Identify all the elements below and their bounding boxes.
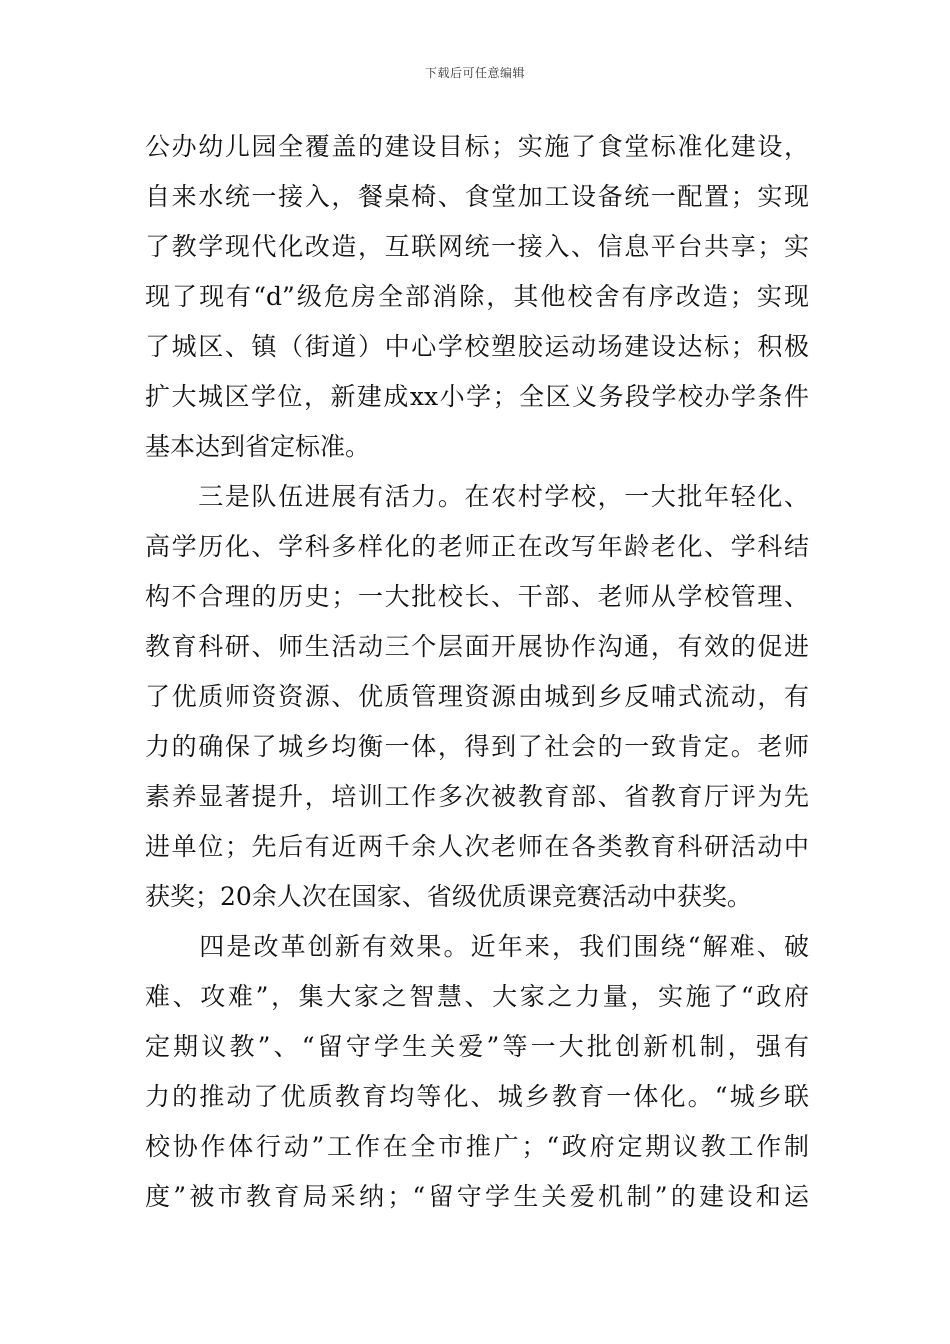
text-line: 基本达到省定标准。 xyxy=(145,432,371,461)
text-line: 现了现有“d”级危房全部消除，其他校舍有序改造；实现 xyxy=(145,282,809,311)
text-line: 自来水统一接入，餐桌椅、食堂加工设备统一配置；实现 xyxy=(145,182,809,211)
text-line: 定期议教”、“留守学生关爱”等一大批创新机制，强有 xyxy=(145,1032,809,1061)
text-line: 校协作体行动”工作在全市推广；“政府定期议教工作制 xyxy=(145,1132,809,1161)
page-header: 下载后可任意编辑 xyxy=(424,66,525,80)
text-line: 度”被市教育局采纳；“留守学生关爱机制”的建设和运 xyxy=(145,1182,809,1211)
text-line: 教育科研、师生活动三个层面开展协作沟通，有效的促进 xyxy=(145,632,809,661)
text-line: 高学历化、学科多样化的老师正在改写年龄老化、学科结 xyxy=(145,532,809,561)
text-line: 公办幼儿园全覆盖的建设目标；实施了食堂标准化建设， xyxy=(145,132,809,161)
text-line: 获奖；20余人次在国家、省级优质课竞赛活动中获奖。 xyxy=(145,882,752,911)
text-line: 了教学现代化改造，互联网统一接入、信息平台共享；实 xyxy=(145,232,809,261)
text-line: 四是改革创新有效果。近年来，我们围绕“解难、破 xyxy=(145,932,809,961)
text-line: 难、攻难”，集大家之智慧、大家之力量，实施了“政府 xyxy=(145,982,809,1011)
text-line: 进单位；先后有近两千余人次老师在各类教育科研活动中 xyxy=(145,832,809,861)
text-line: 扩大城区学位，新建成xx小学；全区义务段学校办学条件 xyxy=(145,382,809,411)
text-line: 三是队伍进展有活力。在农村学校，一大批年轻化、 xyxy=(145,482,809,511)
text-line: 力的推动了优质教育均等化、城乡教育一体化。“城乡联 xyxy=(145,1082,809,1111)
text-line: 了优质师资资源、优质管理资源由城到乡反哺式流动，有 xyxy=(145,682,809,711)
text-line: 力的确保了城乡均衡一体，得到了社会的一致肯定。老师 xyxy=(145,732,809,761)
text-line: 素养显著提升，培训工作多次被教育部、省教育厅评为先 xyxy=(145,782,809,811)
text-line: 构不合理的历史；一大批校长、干部、老师从学校管理、 xyxy=(145,582,809,611)
body-text xyxy=(145,122,809,1222)
text-line: 了城区、镇（街道）中心学校塑胶运动场建设达标；积极 xyxy=(145,332,809,361)
